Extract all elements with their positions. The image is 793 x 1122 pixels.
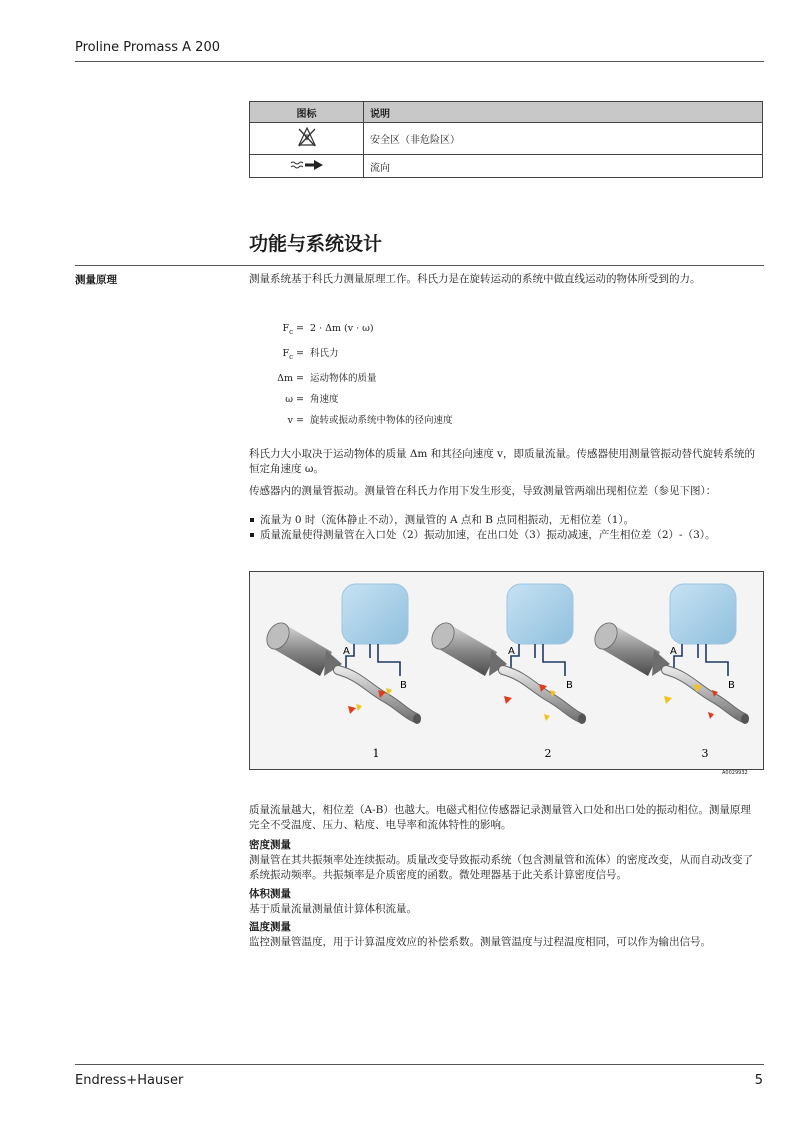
point-a-label: A: [343, 646, 350, 657]
point-b-label: B: [566, 680, 573, 691]
figure-label-1: 1: [372, 747, 380, 760]
figure-unit-2: [427, 584, 586, 724]
footer-brand: Endress+Hauser: [75, 1073, 184, 1088]
formula-main: $F_c$ = 2 · Δm (v · ω): [249, 318, 453, 343]
header-divider: [75, 61, 764, 62]
section-divider: [75, 265, 764, 266]
formula-def: ω = 角速度: [285, 393, 339, 405]
temperature-paragraph: 监控测量管温度，用于计算温度效应的补偿系数。测量管温度与过程温度相同，可以作为输出信号。: [249, 936, 711, 948]
page-number: 5: [754, 1073, 763, 1088]
phase-paragraph: 质量流量越大，相位差（A-B）也越大。电磁式相位传感器记录测量管入口处和出口处的振动相位。测量原理完全不受温度、压力、粘度、电导率和流体特性的影响。: [249, 804, 751, 831]
volume-paragraph: 基于质量流量测量值计算体积流量。: [249, 903, 417, 915]
symbol-table: [249, 101, 763, 178]
col-symbol-header: 图标: [250, 102, 364, 123]
intro-paragraph: 测量系统基于科氏力测量原理工作。科氏力是在旋转运动的系统中做直线运动的物体所受到的力。: [249, 273, 701, 285]
measuring-principle-figure: [249, 571, 764, 770]
table-row: [250, 123, 763, 155]
point-b-label: B: [728, 680, 735, 691]
table-row: [250, 155, 763, 178]
table-header-row: [250, 102, 763, 123]
coriolis-paragraph: 科氏力大小取决于运动物体的质量 Δm 和其径向速度 v，即质量流量。传感器使用测量管振动替代旋转系统的恒定角速度 ω。: [249, 448, 755, 475]
bullet-list: [249, 513, 761, 543]
point-a-label: A: [670, 646, 677, 657]
safe-area-non-hazardous-icon: [250, 123, 364, 155]
temperature-heading: 温度测量: [249, 921, 291, 933]
formula-rhs: 2 · Δm (v · ω): [310, 323, 374, 334]
list-item: 质量流量使得测量管在入口处（2）振动加速，在出口处（3）振动减速，产生相位差（2）-（3）。: [249, 528, 761, 543]
sensor-paragraph: 传感器内的测量管振动。测量管在科氏力作用下发生形变，导致测量管两端出现相位差（参见下图）：: [249, 485, 717, 497]
figure-code: A0029932: [722, 770, 748, 776]
flow-direction-icon: [250, 155, 364, 178]
header-title: Proline Promass A 200: [75, 40, 220, 55]
point-a-label: A: [508, 646, 515, 657]
col-desc-header: 说明: [364, 102, 763, 123]
figure-label-2: 2: [544, 747, 552, 760]
formula-block: [249, 318, 453, 431]
volume-heading: 体积测量: [249, 888, 291, 900]
figure-label-3: 3: [701, 747, 709, 760]
footer-divider: [75, 1064, 764, 1065]
formula-def: Δm = 运动物体的质量: [277, 372, 377, 384]
point-b-label: B: [400, 680, 407, 691]
side-label: 测量原理: [75, 274, 117, 286]
formula-def: v = 旋转或振动系统中物体的径向速度: [287, 414, 453, 426]
list-item: 流量为 0 时（流体静止不动），测量管的 A 点和 B 点同相振动，无相位差（1）。: [249, 513, 761, 528]
density-heading: 密度测量: [249, 839, 291, 851]
density-paragraph: 测量管在其共振频率处连续振动。质量改变导致振动系统（包含测量管和流体）的密度改变，从而自动改变了系统振动频率。共振频率是介质密度的函数。微处理器基于此关系计算密度信号。: [249, 854, 753, 881]
formula-def: $F_c$ = 科氏力: [282, 347, 339, 361]
symbol-desc: 流向: [364, 155, 763, 178]
symbol-desc: 安全区（非危险区）: [364, 123, 763, 155]
section-title: 功能与系统设计: [249, 233, 383, 255]
figure-unit-1: [262, 584, 421, 724]
